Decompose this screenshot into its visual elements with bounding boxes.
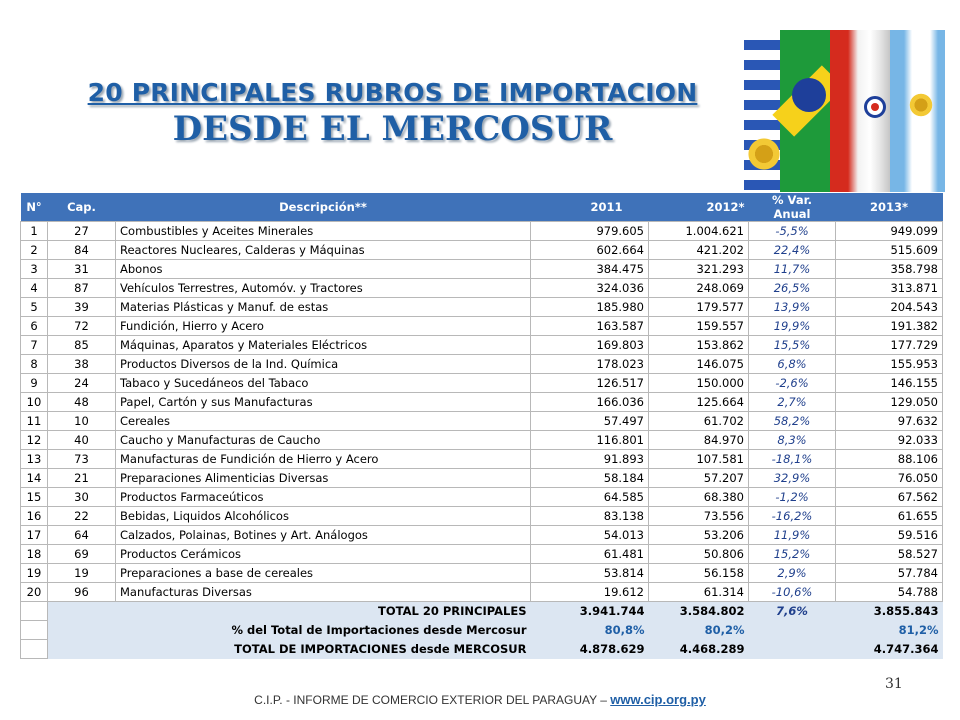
cell-2011: 169.803 [531, 336, 649, 355]
page-number: 31 [885, 676, 903, 692]
cell-n: 10 [21, 393, 48, 412]
cell-var: 2,7% [749, 393, 836, 412]
cell-descripcion: Calzados, Polainas, Botines y Art. Análogos [116, 526, 531, 545]
cell-descripcion: Productos Diversos de la Ind. Química [116, 355, 531, 374]
cell-2011: 57.497 [531, 412, 649, 431]
header-descripcion: Descripción** [116, 193, 531, 222]
cell-2011: 126.517 [531, 374, 649, 393]
summary-var [749, 621, 836, 640]
summary-label: TOTAL DE IMPORTACIONES desde MERCOSUR [48, 640, 531, 659]
cell-descripcion: Abonos [116, 260, 531, 279]
cell-2013: 67.562 [836, 488, 943, 507]
cell-descripcion: Tabaco y Sucedáneos del Tabaco [116, 374, 531, 393]
cell-descripcion: Caucho y Manufacturas de Caucho [116, 431, 531, 450]
table-row [21, 241, 943, 260]
table-row [21, 469, 943, 488]
cell-n: 15 [21, 488, 48, 507]
cell-2012: 61.314 [649, 583, 749, 602]
cell-descripcion: Combustibles y Aceites Minerales [116, 222, 531, 241]
cell-2011: 116.801 [531, 431, 649, 450]
table-row [21, 298, 943, 317]
total-20-row [21, 602, 943, 621]
summary-2013: 3.855.843 [836, 602, 943, 621]
cell-2012: 421.202 [649, 241, 749, 260]
cell-2012: 73.556 [649, 507, 749, 526]
cell-2013: 88.106 [836, 450, 943, 469]
header-2013: 2013* [836, 193, 943, 222]
table-row [21, 545, 943, 564]
footer [0, 692, 960, 707]
cell-descripcion: Papel, Cartón y sus Manufacturas [116, 393, 531, 412]
table-row [21, 412, 943, 431]
cell-var: 11,9% [749, 526, 836, 545]
cell-2011: 19.612 [531, 583, 649, 602]
summary-2012: 3.584.802 [649, 602, 749, 621]
cell-2013: 54.788 [836, 583, 943, 602]
table-row [21, 222, 943, 241]
table-row [21, 279, 943, 298]
table-row [21, 355, 943, 374]
cell-cap: 10 [48, 412, 116, 431]
blank-cell [21, 621, 48, 640]
cell-2012: 179.577 [649, 298, 749, 317]
cell-cap: 31 [48, 260, 116, 279]
cell-var: 26,5% [749, 279, 836, 298]
cell-2013: 146.155 [836, 374, 943, 393]
cell-var: 8,3% [749, 431, 836, 450]
summary-2012: 4.468.289 [649, 640, 749, 659]
table-row [21, 260, 943, 279]
cell-2012: 321.293 [649, 260, 749, 279]
cell-2011: 53.814 [531, 564, 649, 583]
cell-n: 6 [21, 317, 48, 336]
cell-cap: 19 [48, 564, 116, 583]
cell-2011: 166.036 [531, 393, 649, 412]
cell-descripcion: Máquinas, Aparatos y Materiales Eléctricos [116, 336, 531, 355]
cell-var: 2,9% [749, 564, 836, 583]
summary-var [749, 640, 836, 659]
cell-2013: 61.655 [836, 507, 943, 526]
cell-descripcion: Vehículos Terrestres, Automóv. y Tractores [116, 279, 531, 298]
table-row [21, 336, 943, 355]
table-row [21, 564, 943, 583]
summary-2011: 4.878.629 [531, 640, 649, 659]
cell-cap: 21 [48, 469, 116, 488]
cell-2013: 204.543 [836, 298, 943, 317]
cell-cap: 40 [48, 431, 116, 450]
cell-n: 17 [21, 526, 48, 545]
cell-2012: 53.206 [649, 526, 749, 545]
cell-var: -10,6% [749, 583, 836, 602]
cell-2013: 177.729 [836, 336, 943, 355]
cell-2012: 50.806 [649, 545, 749, 564]
cell-n: 13 [21, 450, 48, 469]
title-line-2: DESDE EL MERCOSUR [172, 109, 613, 149]
table-header-row [21, 193, 943, 222]
cell-descripcion: Productos Farmaceúticos [116, 488, 531, 507]
cell-2012: 150.000 [649, 374, 749, 393]
table-row [21, 393, 943, 412]
table-row [21, 450, 943, 469]
table-row [21, 317, 943, 336]
blank-cell [21, 602, 48, 621]
summary-label: % del Total de Importaciones desde Mercosur [48, 621, 531, 640]
cell-2011: 163.587 [531, 317, 649, 336]
cell-cap: 84 [48, 241, 116, 260]
cell-2013: 58.527 [836, 545, 943, 564]
cell-var: 11,7% [749, 260, 836, 279]
cell-cap: 87 [48, 279, 116, 298]
cell-2012: 107.581 [649, 450, 749, 469]
cell-2012: 153.862 [649, 336, 749, 355]
cell-2011: 64.585 [531, 488, 649, 507]
cell-2013: 515.609 [836, 241, 943, 260]
cell-var: 58,2% [749, 412, 836, 431]
summary-var: 7,6% [749, 602, 836, 621]
cell-2012: 61.702 [649, 412, 749, 431]
paraguay-flag-icon [830, 30, 892, 192]
cell-var: -2,6% [749, 374, 836, 393]
cell-2011: 185.980 [531, 298, 649, 317]
header-2012: 2012* [649, 193, 749, 222]
footer-text: C.I.P. - INFORME DE COMERCIO EXTERIOR DEL PARAGUAY – [254, 693, 611, 707]
cell-2011: 91.893 [531, 450, 649, 469]
header-2011: 2011 [531, 193, 649, 222]
cell-2011: 83.138 [531, 507, 649, 526]
cell-2013: 155.953 [836, 355, 943, 374]
cell-2011: 178.023 [531, 355, 649, 374]
cell-n: 4 [21, 279, 48, 298]
cell-2011: 979.605 [531, 222, 649, 241]
cell-2013: 92.033 [836, 431, 943, 450]
cell-cap: 39 [48, 298, 116, 317]
sun-icon [908, 92, 934, 118]
header-var-anual: % Var. Anual [749, 193, 836, 222]
table-row [21, 488, 943, 507]
cell-2013: 97.632 [836, 412, 943, 431]
cell-n: 9 [21, 374, 48, 393]
cell-2011: 58.184 [531, 469, 649, 488]
cell-descripcion: Productos Cerámicos [116, 545, 531, 564]
sun-icon [746, 136, 782, 172]
summary-2011: 3.941.744 [531, 602, 649, 621]
summary-2011: 80,8% [531, 621, 649, 640]
cell-cap: 24 [48, 374, 116, 393]
summary-2012: 80,2% [649, 621, 749, 640]
cell-2013: 191.382 [836, 317, 943, 336]
cell-2013: 949.099 [836, 222, 943, 241]
cell-var: 6,8% [749, 355, 836, 374]
cell-cap: 96 [48, 583, 116, 602]
cell-n: 7 [21, 336, 48, 355]
cell-2011: 61.481 [531, 545, 649, 564]
table-row [21, 507, 943, 526]
total-imports-row [21, 640, 943, 659]
header-n: N° [21, 193, 48, 222]
cell-var: 32,9% [749, 469, 836, 488]
cell-cap: 48 [48, 393, 116, 412]
cell-n: 19 [21, 564, 48, 583]
cell-2012: 68.380 [649, 488, 749, 507]
cell-descripcion: Fundición, Hierro y Acero [116, 317, 531, 336]
cell-2013: 59.516 [836, 526, 943, 545]
cell-2011: 384.475 [531, 260, 649, 279]
cell-descripcion: Reactores Nucleares, Calderas y Máquinas [116, 241, 531, 260]
cell-2012: 146.075 [649, 355, 749, 374]
cell-2011: 324.036 [531, 279, 649, 298]
cell-cap: 22 [48, 507, 116, 526]
table-row [21, 431, 943, 450]
slide-title [60, 78, 725, 149]
pct-total-row [21, 621, 943, 640]
cell-var: 15,2% [749, 545, 836, 564]
cell-2013: 358.798 [836, 260, 943, 279]
cell-cap: 69 [48, 545, 116, 564]
cell-2012: 125.664 [649, 393, 749, 412]
cell-var: -1,2% [749, 488, 836, 507]
cell-cap: 64 [48, 526, 116, 545]
cell-n: 1 [21, 222, 48, 241]
cell-2012: 159.557 [649, 317, 749, 336]
cell-n: 12 [21, 431, 48, 450]
cell-cap: 73 [48, 450, 116, 469]
cell-2012: 1.004.621 [649, 222, 749, 241]
cell-2012: 57.207 [649, 469, 749, 488]
cell-n: 18 [21, 545, 48, 564]
cell-cap: 85 [48, 336, 116, 355]
summary-2013: 4.747.364 [836, 640, 943, 659]
summary-2013: 81,2% [836, 621, 943, 640]
cell-descripcion: Preparaciones a base de cereales [116, 564, 531, 583]
cell-2012: 56.158 [649, 564, 749, 583]
cell-n: 20 [21, 583, 48, 602]
cell-n: 14 [21, 469, 48, 488]
footer-link[interactable]: www.cip.org.py [610, 692, 706, 707]
cell-descripcion: Materias Plásticas y Manuf. de estas [116, 298, 531, 317]
cell-2013: 57.784 [836, 564, 943, 583]
cell-var: -18,1% [749, 450, 836, 469]
cell-2011: 602.664 [531, 241, 649, 260]
table-row [21, 583, 943, 602]
cell-n: 5 [21, 298, 48, 317]
cell-var: 22,4% [749, 241, 836, 260]
cell-n: 2 [21, 241, 48, 260]
cell-2012: 248.069 [649, 279, 749, 298]
summary-label: TOTAL 20 PRINCIPALES [48, 602, 531, 621]
cell-var: -5,5% [749, 222, 836, 241]
imports-table [20, 193, 943, 659]
cell-n: 3 [21, 260, 48, 279]
cell-descripcion: Manufacturas de Fundición de Hierro y Acero [116, 450, 531, 469]
cell-2012: 84.970 [649, 431, 749, 450]
table-row [21, 526, 943, 545]
cell-2013: 313.871 [836, 279, 943, 298]
table-row [21, 374, 943, 393]
cell-n: 11 [21, 412, 48, 431]
mercosur-flags [744, 30, 945, 192]
cell-descripcion: Bebidas, Liquidos Alcohólicos [116, 507, 531, 526]
cell-var: 15,5% [749, 336, 836, 355]
cell-2011: 54.013 [531, 526, 649, 545]
cell-cap: 27 [48, 222, 116, 241]
cell-n: 16 [21, 507, 48, 526]
cell-cap: 72 [48, 317, 116, 336]
cell-descripcion: Cereales [116, 412, 531, 431]
header-cap: Cap. [48, 193, 116, 222]
cell-descripcion: Preparaciones Alimenticias Diversas [116, 469, 531, 488]
cell-cap: 30 [48, 488, 116, 507]
cell-descripcion: Manufacturas Diversas [116, 583, 531, 602]
cell-cap: 38 [48, 355, 116, 374]
cell-var: 19,9% [749, 317, 836, 336]
cell-2013: 129.050 [836, 393, 943, 412]
cell-var: 13,9% [749, 298, 836, 317]
cell-n: 8 [21, 355, 48, 374]
argentina-flag-icon [890, 30, 945, 192]
title-line-1: 20 PRINCIPALES RUBROS DE IMPORTACION [87, 78, 698, 107]
blank-cell [21, 640, 48, 659]
cell-2013: 76.050 [836, 469, 943, 488]
cell-var: -16,2% [749, 507, 836, 526]
